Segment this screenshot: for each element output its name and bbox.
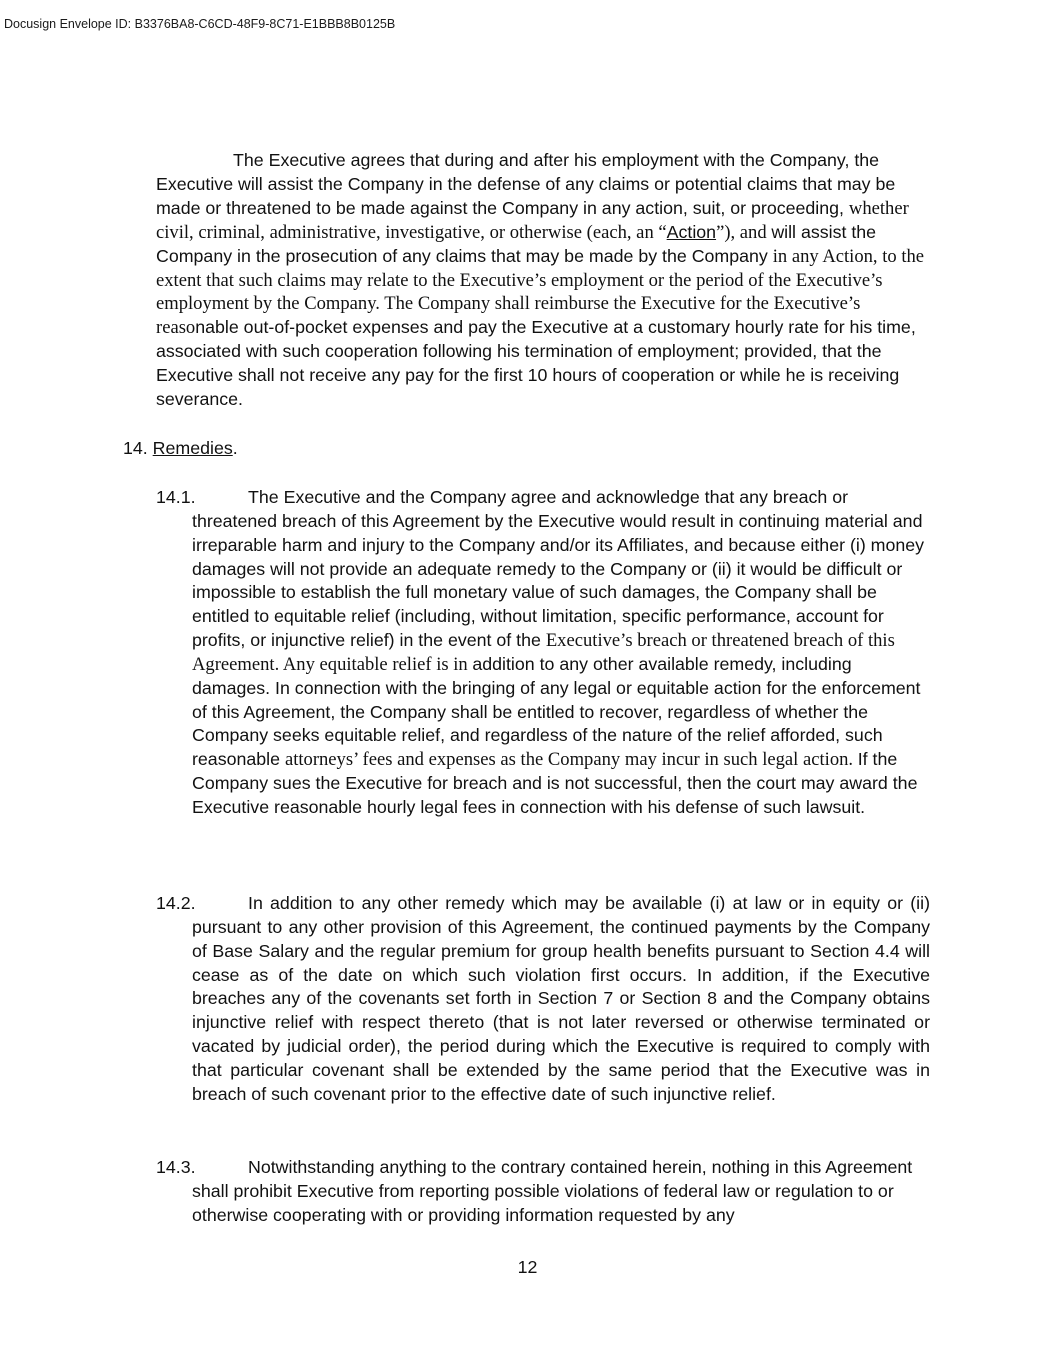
cooperation-text-3: ”), and bbox=[716, 221, 772, 243]
section-14-2-number: 14.2. bbox=[156, 893, 196, 913]
section-14-title-suffix: . bbox=[232, 438, 238, 458]
section-14-1-text-5: If the Company sues the Executive for breach and is not successful, then the court may award the Executive reasonable hourly legal fees in connection with his defense of such lawsuit. bbox=[192, 749, 918, 817]
section-14-3 bbox=[156, 1156, 930, 1228]
cooperation-text-5: in any Action, to the extent that such claims may relate to the Executive’s employment or the period of the Executive’s employment by the Company. The Company shall reimburse the Executive for the Executive’s reaso bbox=[156, 245, 925, 339]
cooperation-text-1: The Executive agrees that during and after his employment with the Company, the Executive will assist the Company in the defense of any claims or potential claims that may be made or threatened to be made against the Company in any action, suit, or proceeding, bbox=[156, 150, 896, 218]
section-14-heading bbox=[123, 436, 238, 460]
envelope-id: Docusign Envelope ID: B3376BA8-C6CD-48F9-8C71-E1BBB8B0125B bbox=[4, 17, 396, 31]
cooperation-text-4: will assist the Company in the prosecution of any claims that may be made by the Company bbox=[156, 221, 877, 266]
section-14-2-body bbox=[192, 892, 930, 1107]
section-14-3-body bbox=[192, 1156, 930, 1228]
section-14-2-text: In addition to any other remedy which may be available (i) at law or in equity or (ii) pursuant to any other provision of this Agreement, the continued payments by the Company of Base Salary and the regular premium for group health benefits pursuant to Section 4.4 will cease as of the date on which such violation first occurs. In addition, if the Executive breaches any of the covenants set forth in Section 7 or Section 8 and the Company obtains injunctive relief with respect thereto (that is not later reversed or otherwise terminated or vacated by judicial order), the period during which the Executive is required to comply with that particular covenant shall be extended by the same period that the Executive was in breach of such covenant prior to the effective date of such injunctive relief. bbox=[192, 893, 930, 1104]
section-14-1-text-2: Executive’s breach or threatened breach of this Agreement. Any equitable relief is in bbox=[192, 630, 895, 675]
section-14-title: Remedies bbox=[152, 438, 233, 458]
section-14-1-text-3: addition to any other available remedy, including damages. In connection with the bringing of any legal or equitable action for the enforcement of this Agreement, the Company shall be entitled to recover, regardless of whether the Company seeks equitable relief, and regardless of the nature of the relief afforded, such reasonable bbox=[192, 653, 921, 770]
section-14-1-text-1: The Executive and the Company agree and acknowledge that any breach or threatened breach of this Agreement by the Executive would result in continuing material and irreparable harm and injury to the Company and/or its Affiliates, and because either (i) money damages will not provide an adequate remedy to the Company or (ii) it would be difficult or impossible to establish the full monetary value of such damages, the Company shall be entitled to equitable relief (including, without limitation, specific performance, account for profits, or injunctive relief) in the event of the bbox=[192, 487, 925, 651]
cooperation-paragraph bbox=[156, 149, 928, 412]
section-14-3-text: Notwithstanding anything to the contrary contained herein, nothing in this Agreement shall prohibit Executive from reporting possible violations of federal law or regulation to or otherwise cooperating with or providing information requested by any bbox=[192, 1157, 913, 1225]
section-14-1 bbox=[156, 486, 930, 820]
section-14-1-number: 14.1. bbox=[156, 487, 196, 507]
section-14-1-body bbox=[192, 486, 930, 820]
cooperation-text-2: whether civil, criminal, administrative, investigative, or otherwise (each, an “ bbox=[156, 197, 909, 243]
page-number: 12 bbox=[517, 1257, 538, 1277]
section-14-1-text-4: attorneys’ fees and expenses as the Company may incur in such legal action. bbox=[284, 749, 858, 771]
defined-term-action: Action bbox=[666, 221, 717, 242]
section-14-2 bbox=[156, 892, 930, 1107]
cooperation-text-6: nable out-of-pocket expenses and pay the Executive at a customary hourly rate for his time, associated with such cooperation following his termination of employment; provided, that the Executive shall not receive any pay for the first 10 hours of cooperation or while he is receiving severance. bbox=[156, 317, 916, 410]
section-14-number: 14. bbox=[123, 438, 148, 458]
section-14-3-number: 14.3. bbox=[156, 1157, 196, 1177]
